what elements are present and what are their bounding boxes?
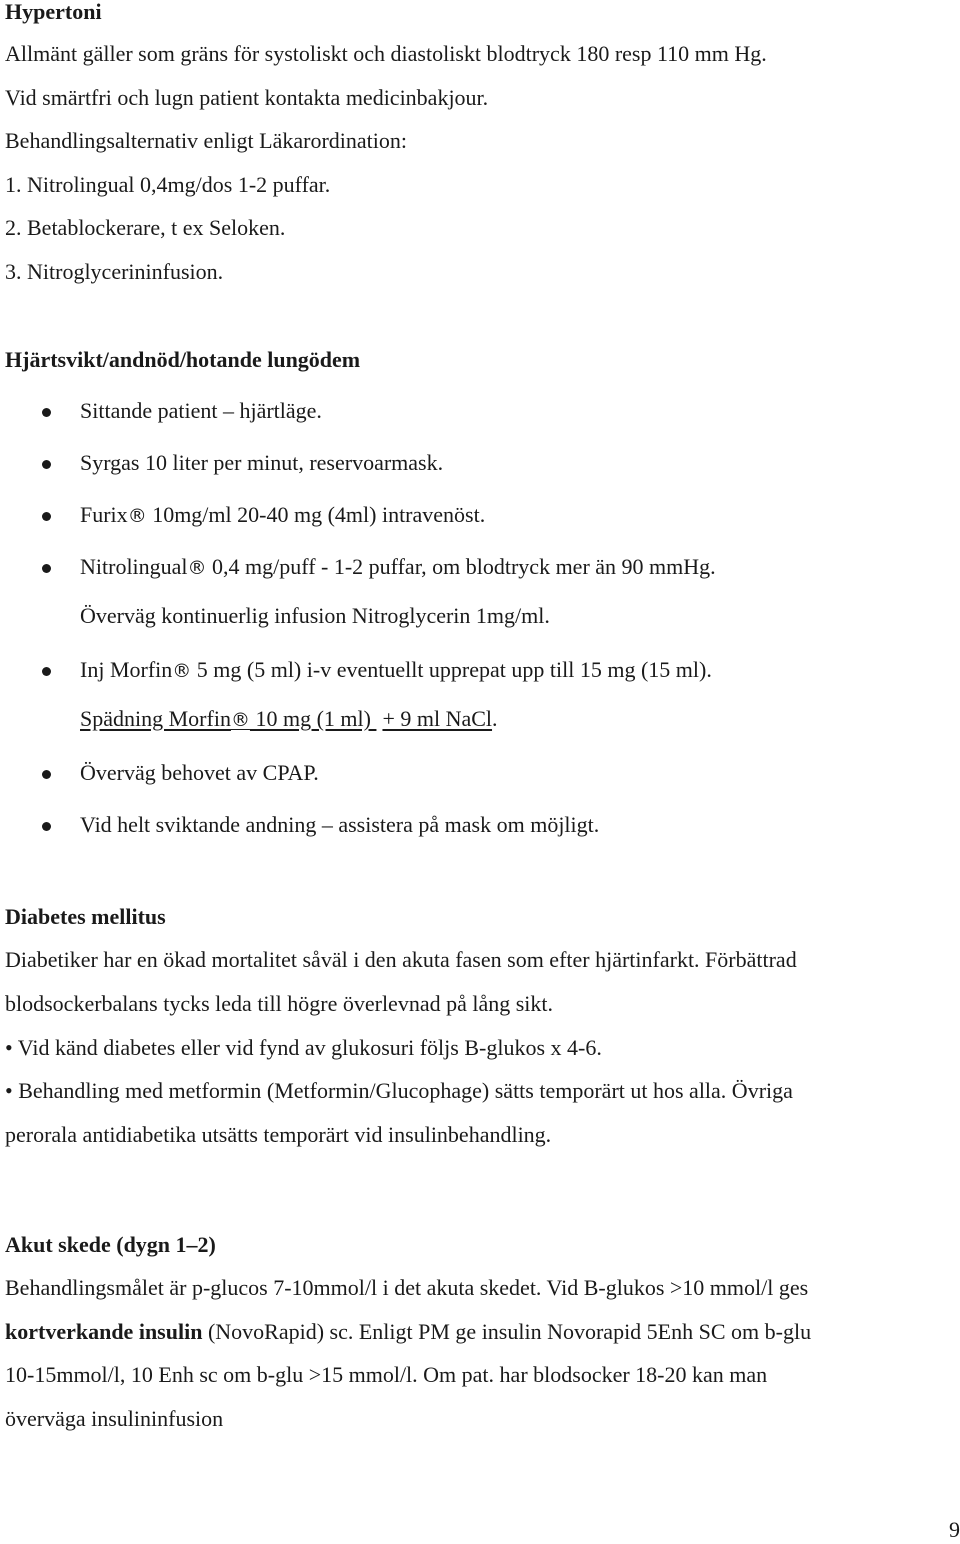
hypertoni-paragraph: Behandlingsalternativ enligt Läkarordination:: [5, 128, 407, 153]
akut-paragraph: [5, 1318, 811, 1346]
heading-akut-skede: Akut skede (dygn 1–2): [5, 1232, 216, 1257]
numbered-item: 2. Betablockerare, t ex Seloken.: [5, 215, 286, 240]
akut-paragraph: överväga insulininfusion: [5, 1406, 224, 1431]
bullet-icon: [42, 770, 51, 779]
dilution-drug: Spädning Morfin: [80, 706, 231, 731]
heading-hjartsvikt: Hjärtsvikt/andnöd/hotande lungödem: [5, 347, 361, 372]
dilution-nacl: + 9 ml NaCl: [382, 706, 493, 731]
heading-diabetes: Diabetes mellitus: [5, 904, 166, 929]
akut-paragraph: 10-15mmol/l, 10 Enh sc om b-glu >15 mmol/l. Om pat. har blodsocker 18-20 kan man: [5, 1362, 768, 1387]
numbered-item: 3. Nitroglycerininfusion.: [5, 259, 224, 284]
dosage-text: 10mg/ml 20-40 mg (4ml) intravenöst.: [146, 502, 486, 527]
bullet-icon: [42, 564, 51, 573]
drug-name: Nitrolingual: [80, 554, 188, 579]
diabetes-bullet: • Behandling med metformin (Metformin/Glucophage) sätts temporärt ut hos alla. Övriga: [5, 1078, 793, 1103]
dosage-text: 0,4 mg/puff - 1-2 puffar, om blodtryck mer än 90 mmHg.: [206, 554, 716, 579]
bullet-icon: [42, 822, 51, 831]
list-item: Vid helt sviktande andning – assistera på mask om möjligt.: [80, 812, 600, 837]
heading-hypertoni: Hypertoni: [5, 0, 102, 24]
dilution-amount: 10 mg (1 ml): [249, 706, 377, 731]
list-item-continuation: Överväg kontinuerlig infusion Nitroglycerin 1mg/ml.: [80, 603, 550, 628]
diabetes-paragraph: blodsockerbalans tycks leda till högre överlevnad på lång sikt.: [5, 991, 554, 1016]
list-item: Överväg behovet av CPAP.: [80, 760, 319, 785]
akut-paragraph: Behandlingsmålet är p-glucos 7-10mmol/l i det akuta skedet. Vid B-glukos >10 mmol/l ges: [5, 1275, 809, 1300]
diabetes-paragraph: Diabetiker har en ökad mortalitet såväl i den akuta fasen som efter hjärtinfarkt. Förbättrad: [5, 947, 797, 972]
dilution-line: [80, 705, 498, 733]
list-item: Sittande patient – hjärtläge.: [80, 398, 322, 423]
numbered-item: 1. Nitrolingual 0,4mg/dos 1-2 puffar.: [5, 172, 331, 197]
diabetes-paragraph: perorala antidiabetika utsätts temporärt vid insulinbehandling.: [5, 1122, 552, 1147]
registered-mark: ®: [172, 660, 192, 682]
bullet-icon: [42, 460, 51, 469]
drug-name: Inj Morfin: [80, 657, 173, 682]
dilution-period: .: [492, 706, 498, 731]
dosage-text: 5 mg (5 ml) i-v eventuellt upprepat upp till 15 mg (15 ml).: [191, 657, 712, 682]
list-item: Syrgas 10 liter per minut, reservoarmask.: [80, 450, 444, 475]
hypertoni-paragraph: Vid smärtfri och lugn patient kontakta medicinbakjour.: [5, 85, 489, 110]
bullet-icon: [42, 512, 51, 521]
bullet-icon: [42, 667, 51, 676]
registered-mark: ®: [127, 505, 147, 527]
hypertoni-paragraph: Allmänt gäller som gräns för systoliskt och diastoliskt blodtryck 180 resp 110 mm Hg.: [5, 41, 767, 66]
akut-text: (NovoRapid) sc. Enligt PM ge insulin Novorapid 5Enh SC om b-glu: [202, 1319, 812, 1344]
diabetes-bullet: • Vid känd diabetes eller vid fynd av glukosuri följs B-glukos x 4-6.: [5, 1035, 602, 1060]
registered-mark: ®: [230, 709, 250, 731]
list-item: [80, 501, 485, 529]
registered-mark: ®: [187, 557, 207, 579]
bullet-icon: [42, 408, 51, 417]
insulin-emphasis: kortverkande insulin: [5, 1319, 203, 1344]
list-item: [80, 553, 716, 581]
page-number: 9: [949, 1517, 960, 1542]
list-item: [80, 656, 712, 684]
drug-name: Furix: [80, 502, 128, 527]
